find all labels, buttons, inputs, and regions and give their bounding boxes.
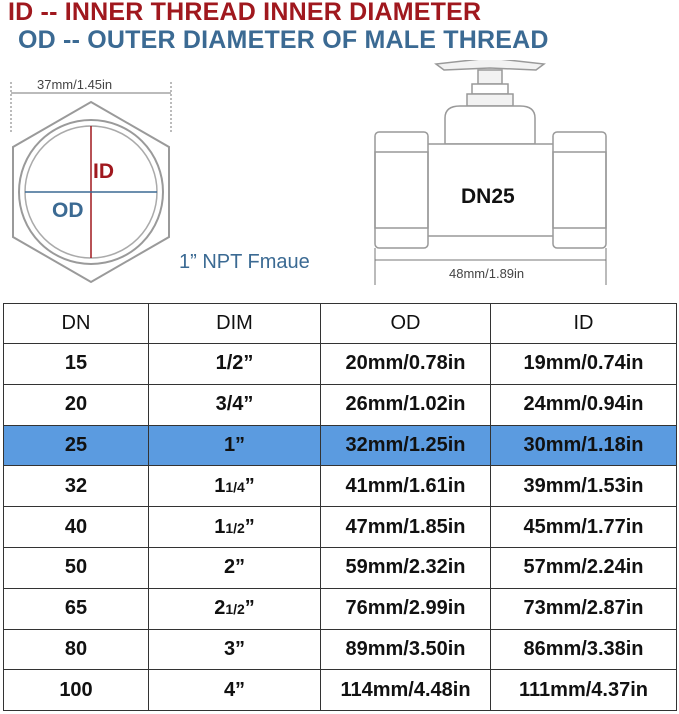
- cell-od: 41mm/1.61in: [321, 466, 491, 507]
- cell-dn: 15: [4, 344, 149, 385]
- cell-id: 19mm/0.74in: [491, 344, 677, 385]
- cell-id: 24mm/0.94in: [491, 384, 677, 425]
- cell-id: 45mm/1.77in: [491, 507, 677, 548]
- cell-dim: [149, 425, 321, 466]
- dim-whole: 1/2”: [215, 352, 254, 375]
- od-label: OD: [52, 199, 84, 222]
- dim-whole: 2”: [223, 556, 246, 579]
- dim-whole: 3/4”: [215, 393, 254, 416]
- dim-whole: 2: [214, 597, 226, 620]
- cell-dn: 50: [4, 547, 149, 588]
- table-row: [4, 629, 677, 670]
- cell-od: 114mm/4.48in: [321, 670, 491, 711]
- cell-od: 47mm/1.85in: [321, 507, 491, 548]
- dim-whole: 1: [214, 515, 226, 538]
- dimension-drawing: [0, 60, 679, 300]
- cell-id: 73mm/2.87in: [491, 588, 677, 629]
- table-row: [4, 547, 677, 588]
- dim-whole: 1: [214, 474, 226, 497]
- cell-dn: 25: [4, 425, 149, 466]
- cell-od: 20mm/0.78in: [321, 344, 491, 385]
- dim-inch-mark: ”: [244, 474, 255, 497]
- cell-od: 59mm/2.32in: [321, 547, 491, 588]
- valve-right-end: [553, 132, 606, 248]
- table-row: [4, 588, 677, 629]
- table-body: [4, 344, 677, 711]
- cell-dim: [149, 588, 321, 629]
- table-row: [4, 670, 677, 711]
- cell-dim: [149, 629, 321, 670]
- cell-dim: [149, 344, 321, 385]
- column-header-dim: DIM: [149, 304, 321, 344]
- table-row: [4, 425, 677, 466]
- cell-od: 76mm/2.99in: [321, 588, 491, 629]
- dim-fraction: 1/2: [225, 519, 245, 536]
- cell-dn: 20: [4, 384, 149, 425]
- table-row: [4, 344, 677, 385]
- dim-whole: 4”: [223, 678, 246, 701]
- cell-dn: 80: [4, 629, 149, 670]
- table-row: [4, 507, 677, 548]
- table-row: [4, 466, 677, 507]
- cell-id: 39mm/1.53in: [491, 466, 677, 507]
- cell-id: 57mm/2.24in: [491, 547, 677, 588]
- table-header-row: [4, 304, 677, 344]
- cell-id: 86mm/3.38in: [491, 629, 677, 670]
- cell-dn: 100: [4, 670, 149, 711]
- size-spec-table: [3, 303, 677, 711]
- heading-od-definition: OD -- OUTER DIAMETER OF MALE THREAD: [18, 26, 549, 54]
- id-label: ID: [93, 160, 114, 183]
- cell-dim: [149, 507, 321, 548]
- cell-dn: 32: [4, 466, 149, 507]
- cell-id: 111mm/4.37in: [491, 670, 677, 711]
- cell-od: 32mm/1.25in: [321, 425, 491, 466]
- cell-dn: 65: [4, 588, 149, 629]
- cell-id: 30mm/1.18in: [491, 425, 677, 466]
- cell-dn: 40: [4, 507, 149, 548]
- cell-dim: [149, 384, 321, 425]
- thread-type-label: 1” NPT Fmaue: [179, 251, 310, 273]
- dim-fraction: 1/2: [225, 601, 245, 618]
- column-header-od: OD: [321, 304, 491, 344]
- dim-whole: 1”: [223, 433, 246, 456]
- cell-od: 26mm/1.02in: [321, 384, 491, 425]
- column-header-id: ID: [491, 304, 677, 344]
- dim-inch-mark: ”: [244, 597, 255, 620]
- table-row: [4, 384, 677, 425]
- valve-width-label: 48mm/1.89in: [449, 266, 525, 281]
- column-header-dn: DN: [4, 304, 149, 344]
- valve-illustration: [375, 60, 606, 248]
- handwheel-icon: [436, 60, 544, 70]
- cell-dim: [149, 547, 321, 588]
- valve-left-end: [375, 132, 428, 248]
- dim-whole: 3”: [223, 637, 246, 660]
- valve-size-label: DN25: [461, 185, 515, 208]
- cell-dim: [149, 670, 321, 711]
- heading-id-definition: ID -- INNER THREAD INNER DIAMETER: [8, 0, 482, 26]
- cell-dim: [149, 466, 321, 507]
- cell-od: 89mm/3.50in: [321, 629, 491, 670]
- hex-width-label: 37mm/1.45in: [37, 77, 113, 92]
- dim-inch-mark: ”: [244, 515, 255, 538]
- dim-fraction: 1/4: [225, 478, 245, 495]
